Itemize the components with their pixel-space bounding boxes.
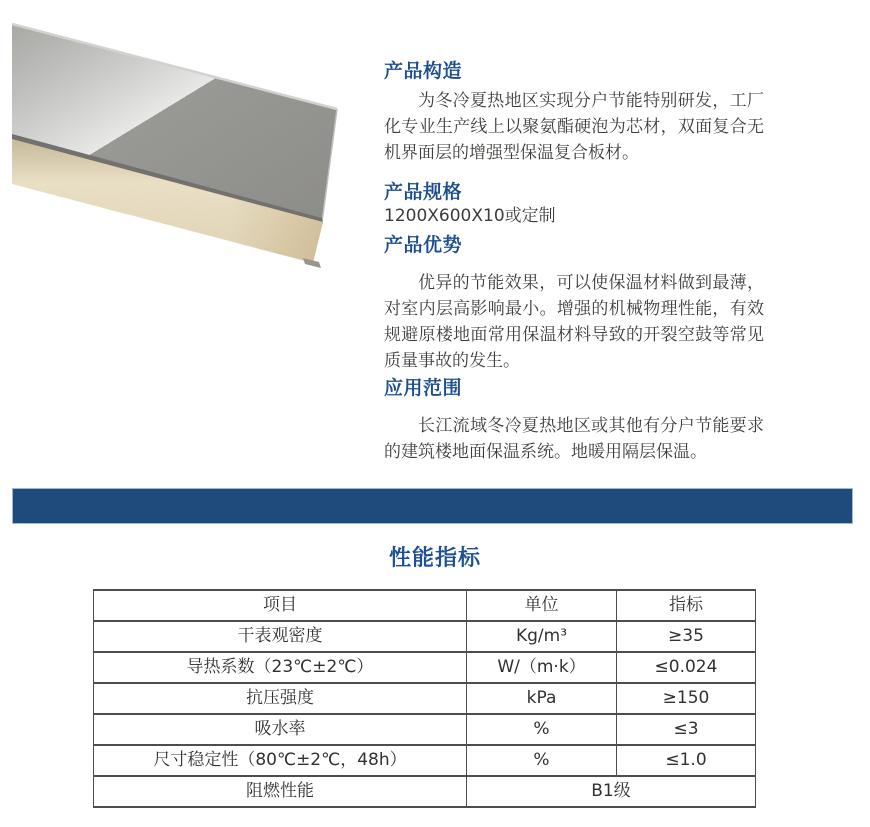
table-row [94, 683, 756, 714]
cell-unit: Kg/m³ [467, 621, 617, 652]
table-row [94, 776, 756, 807]
product-photo [0, 0, 380, 300]
cell-value: ≥35 [617, 621, 756, 652]
cell-value-merged: B1级 [467, 776, 756, 807]
cell-item: 尺寸稳定性（80℃±2℃，48h） [94, 745, 467, 776]
table-header-unit: 单位 [467, 590, 617, 621]
section-heading-specification: 产品规格 [384, 181, 463, 203]
section-body-application: 长江流域冬冷夏热地区或其他有分户节能要求的建筑楼地面保温系统。地暖用隔层保温。 [384, 416, 764, 462]
cell-item: 抗压强度 [94, 683, 467, 714]
cell-value: ≤3 [617, 714, 756, 745]
performance-table [93, 589, 756, 808]
table-row [94, 714, 756, 745]
cell-item: 阻燃性能 [94, 776, 467, 807]
table-header-row [94, 590, 756, 621]
table-row [94, 745, 756, 776]
product-info-column [384, 60, 764, 465]
cell-item: 导热系数（23℃±2℃） [94, 652, 467, 683]
cell-unit: % [467, 714, 617, 745]
cell-value: ≤1.0 [617, 745, 756, 776]
table-row [94, 621, 756, 652]
cell-unit: W/（m·k） [467, 652, 617, 683]
table-header-item: 项目 [94, 590, 467, 621]
section-body-construction: 为冬冷夏热地区实现分户节能特别研发，工厂化专业生产线上以聚氨酯硬泡为芯材，双面复合无机界面层的增强型保温复合板材。 [384, 91, 764, 163]
cell-item: 吸水率 [94, 714, 467, 745]
section-heading-application: 应用范围 [384, 377, 463, 399]
cell-unit: % [467, 745, 617, 776]
section-body-specification: 1200X600X10或定制 [384, 206, 556, 226]
section-body-advantages: 优异的节能效果，可以使保温材料做到最薄，对室内层高影响最小。增强的机械物理性能，有效规避原楼地面常用保温材料导致的开裂空鼓等常见质量事故的发生。 [384, 273, 764, 371]
cell-value: ≥150 [617, 683, 756, 714]
divider-banner [12, 488, 853, 524]
section-heading-advantages: 产品优势 [384, 234, 463, 256]
table-row [94, 652, 756, 683]
section-heading-construction: 产品构造 [384, 60, 463, 82]
cell-value: ≤0.024 [617, 652, 756, 683]
performance-table-title: 性能指标 [388, 546, 481, 571]
cell-item: 干表观密度 [94, 621, 467, 652]
cell-unit: kPa [467, 683, 617, 714]
table-header-indicator: 指标 [617, 590, 756, 621]
